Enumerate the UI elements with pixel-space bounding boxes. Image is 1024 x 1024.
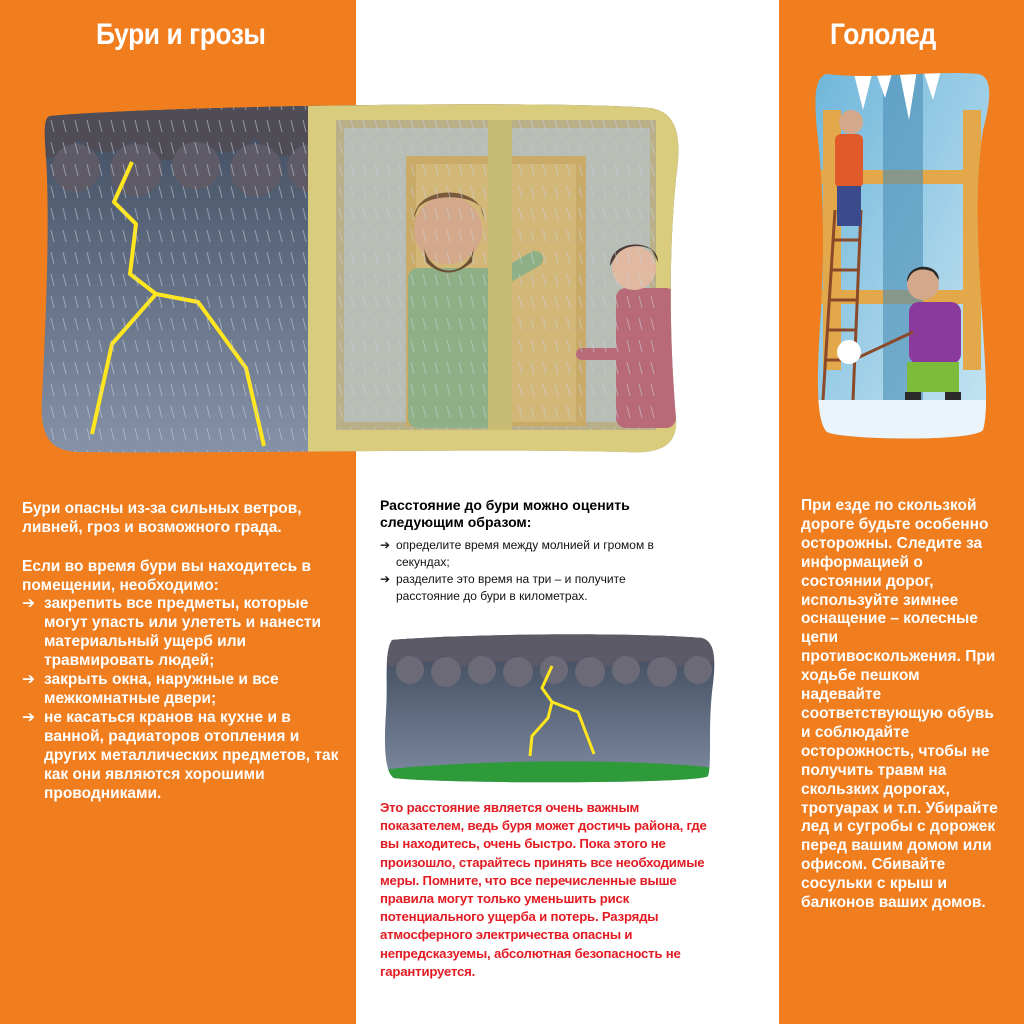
list-item: ➔ не касаться кранов на кухне и в ванной, радиаторов отопления и других металлических предметов, так как они являются хорошими проводниками.: [22, 709, 339, 802]
arrow-right-icon: ➔: [22, 671, 35, 688]
list-item: ➔ закрепить все предметы, которые могут упасть или улететь и нанести материальный ущерб или травмировать людей;: [22, 595, 321, 669]
arrow-right-icon: ➔: [22, 595, 35, 612]
list-item: ➔ разделите это время на три – и получите расстояние до бури в километрах.: [380, 572, 626, 603]
distance-heading: Расстояние до бури можно оценить следующим образом:: [380, 497, 630, 530]
warning-text: Это расстояние является очень важным показателем, ведь буря может достичь района, где вы находитесь, очень быстро. Пока этого не произошло, старайтесь принять все необходимые меры. Помните, что все перечисленные выше правила могут только уменьшить риск потенциального ущерба и потерь. Разряды атмосферного электричества опасны и непредсказуемы, абсолютная безопасность не гарантируется.: [380, 800, 707, 979]
arrow-right-icon: ➔: [22, 709, 35, 726]
ice-title: Гололед: [830, 18, 936, 51]
storms-title: Бури и грозы: [96, 18, 266, 51]
arrow-right-icon: ➔: [380, 572, 391, 586]
distance-steps-list: [380, 537, 680, 605]
list-item: ➔ закрыть окна, наружные и все межкомнатные двери;: [22, 671, 279, 707]
ice-illustration: [813, 70, 993, 442]
arrow-right-icon: ➔: [380, 538, 391, 552]
ice-advice-text: При езде по скользкой дороге будьте особенно осторожны. Следите за информацией о состоянии дорог, используйте зимнее оснащение – колесные цепи противоскольжения. При ходьбе пешком надевайте соответствующую обувь и соблюдайте осторожность, чтобы не получить травм на скользких дорогах, тротуарах и т.п. Убирайте лед и сугробы с дорожек перед вашим домом или офисом. Сбивайте сосульки с крыш и балконов ваших домов.: [801, 497, 998, 912]
storm-window-illustration: [36, 98, 682, 460]
storms-intro: Бури опасны из-за сильных ветров, ливней, гроз и возможного града.: [22, 500, 302, 536]
storms-indoor-list: [22, 594, 342, 803]
list-item: ➔ определите время между молнией и громом в секундах;: [380, 538, 654, 569]
small-storm-illustration: [382, 632, 716, 784]
storms-indoor-lead: Если во время бури вы находитесь в помещении, необходимо:: [22, 558, 311, 594]
